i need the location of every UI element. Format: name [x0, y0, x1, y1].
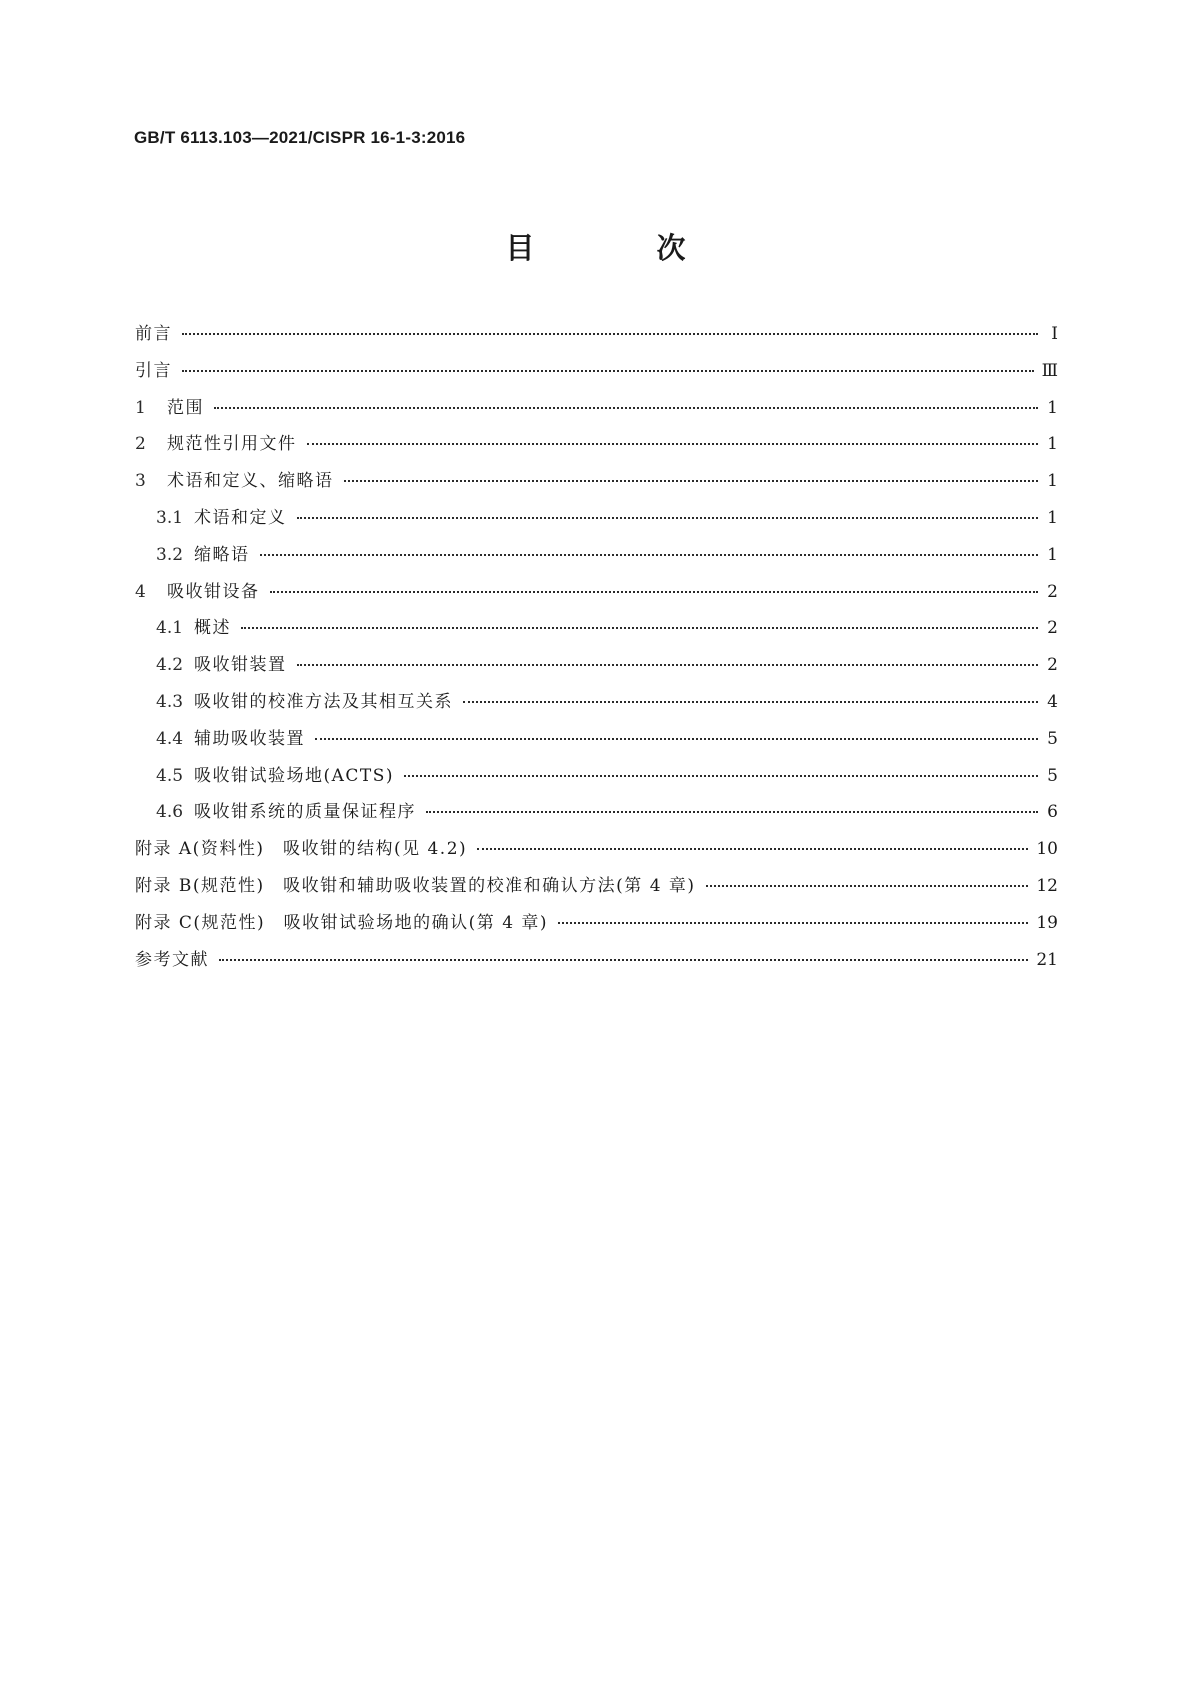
toc-entry-number: 4.2 [156, 655, 184, 676]
toc-entry-number: 1 [135, 397, 146, 418]
toc-entry-label: 缩略语 [194, 544, 250, 565]
toc-entry-page: 1 [1047, 507, 1058, 528]
toc-entry[interactable] [135, 508, 1058, 545]
dot-leader [260, 554, 1039, 556]
toc-entry-page: Ⅰ [1051, 324, 1058, 344]
toc-entry[interactable] [135, 950, 1058, 987]
toc-entry-page: 2 [1047, 618, 1058, 639]
toc-entry-label: 吸收钳的校准方法及其相互关系 [194, 691, 453, 712]
toc-entry[interactable] [135, 398, 1058, 435]
toc-entry-number: 4.5 [156, 765, 184, 786]
toc-entry[interactable] [135, 766, 1058, 803]
toc-entry[interactable] [135, 655, 1058, 692]
toc-entry[interactable] [135, 582, 1058, 619]
toc-entry-number: 4.1 [156, 618, 184, 639]
toc-entry-page: 6 [1047, 802, 1058, 823]
toc-entry[interactable] [135, 471, 1058, 508]
toc-entry[interactable] [135, 618, 1058, 655]
toc-entry-label: 附录 C(规范性) 吸收钳试验场地的确认(第 4 章) [135, 912, 549, 933]
toc-entry[interactable] [135, 361, 1058, 398]
dot-leader [182, 333, 1038, 335]
toc-entry-page: 1 [1047, 544, 1058, 565]
toc-entry-number: 2 [135, 434, 146, 455]
toc-entry-page: 5 [1047, 728, 1058, 749]
toc-entry-page: 4 [1047, 691, 1058, 712]
dot-leader [307, 443, 1039, 445]
toc-entry-label: 吸收钳设备 [167, 581, 260, 602]
toc-entry-label: 前言 [135, 324, 172, 344]
dot-leader [404, 775, 1038, 777]
toc-entry[interactable] [135, 729, 1058, 766]
table-of-contents [135, 324, 1058, 986]
dot-leader [270, 591, 1039, 593]
toc-entry-page: 2 [1047, 655, 1058, 676]
page-title: 目 次 [505, 231, 742, 265]
dot-leader [297, 664, 1039, 666]
toc-entry-label: 附录 A(资料性) 吸收钳的结构(见 4.2) [135, 839, 468, 860]
toc-entry[interactable] [135, 913, 1058, 950]
dot-leader [463, 701, 1038, 703]
toc-entry-page: 5 [1047, 765, 1058, 786]
toc-entry-label: 术语和定义 [194, 507, 287, 528]
toc-entry-label: 吸收钳系统的质量保证程序 [194, 802, 416, 823]
dot-leader [344, 480, 1039, 482]
toc-entry-label: 引言 [135, 360, 172, 381]
dot-leader [477, 848, 1028, 850]
dot-leader [706, 885, 1029, 887]
toc-entry-label: 规范性引用文件 [167, 434, 297, 455]
toc-entry-label: 参考文献 [135, 949, 209, 970]
dot-leader [182, 370, 1034, 372]
toc-entry-page: 10 [1036, 839, 1058, 860]
toc-entry-number: 4.4 [156, 728, 184, 749]
dot-leader [241, 627, 1038, 629]
toc-entry[interactable] [135, 545, 1058, 582]
toc-entry-page: 1 [1047, 471, 1058, 492]
toc-entry-label: 吸收钳试验场地(ACTS) [194, 765, 395, 786]
toc-entry-number: 3 [135, 471, 146, 492]
toc-entry-label: 辅助吸收装置 [194, 728, 305, 749]
toc-entry[interactable] [135, 324, 1058, 361]
toc-entry[interactable] [135, 802, 1058, 839]
dot-leader [315, 738, 1038, 740]
standard-number-header: GB/T 6113.103—2021/CISPR 16-1-3:2016 [134, 128, 466, 147]
dot-leader [426, 811, 1038, 813]
dot-leader [219, 959, 1028, 961]
toc-entry-page: Ⅲ [1041, 360, 1058, 381]
toc-entry[interactable] [135, 692, 1058, 729]
toc-entry-page: 21 [1036, 949, 1058, 970]
toc-entry[interactable] [135, 839, 1058, 876]
toc-entry-number: 4.3 [156, 691, 184, 712]
toc-entry-label: 概述 [194, 618, 231, 639]
dot-leader [558, 922, 1028, 924]
toc-entry-page: 1 [1047, 434, 1058, 455]
toc-entry-label: 附录 B(规范性) 吸收钳和辅助吸收装置的校准和确认方法(第 4 章) [135, 875, 696, 896]
toc-entry-page: 12 [1036, 875, 1058, 896]
toc-entry-number: 3.1 [156, 507, 184, 528]
toc-entry-page: 1 [1047, 397, 1058, 418]
dot-leader [214, 407, 1038, 409]
toc-entry-label: 术语和定义、缩略语 [167, 471, 334, 492]
toc-entry-number: 4.6 [156, 802, 184, 823]
toc-entry-number: 4 [135, 581, 146, 602]
toc-entry[interactable] [135, 876, 1058, 913]
toc-entry-page: 19 [1036, 912, 1058, 933]
toc-entry-page: 2 [1047, 581, 1058, 602]
toc-entry[interactable] [135, 434, 1058, 471]
toc-entry-number: 3.2 [156, 544, 184, 565]
toc-entry-label: 范围 [167, 397, 204, 418]
dot-leader [297, 517, 1039, 519]
toc-entry-label: 吸收钳装置 [194, 655, 287, 676]
